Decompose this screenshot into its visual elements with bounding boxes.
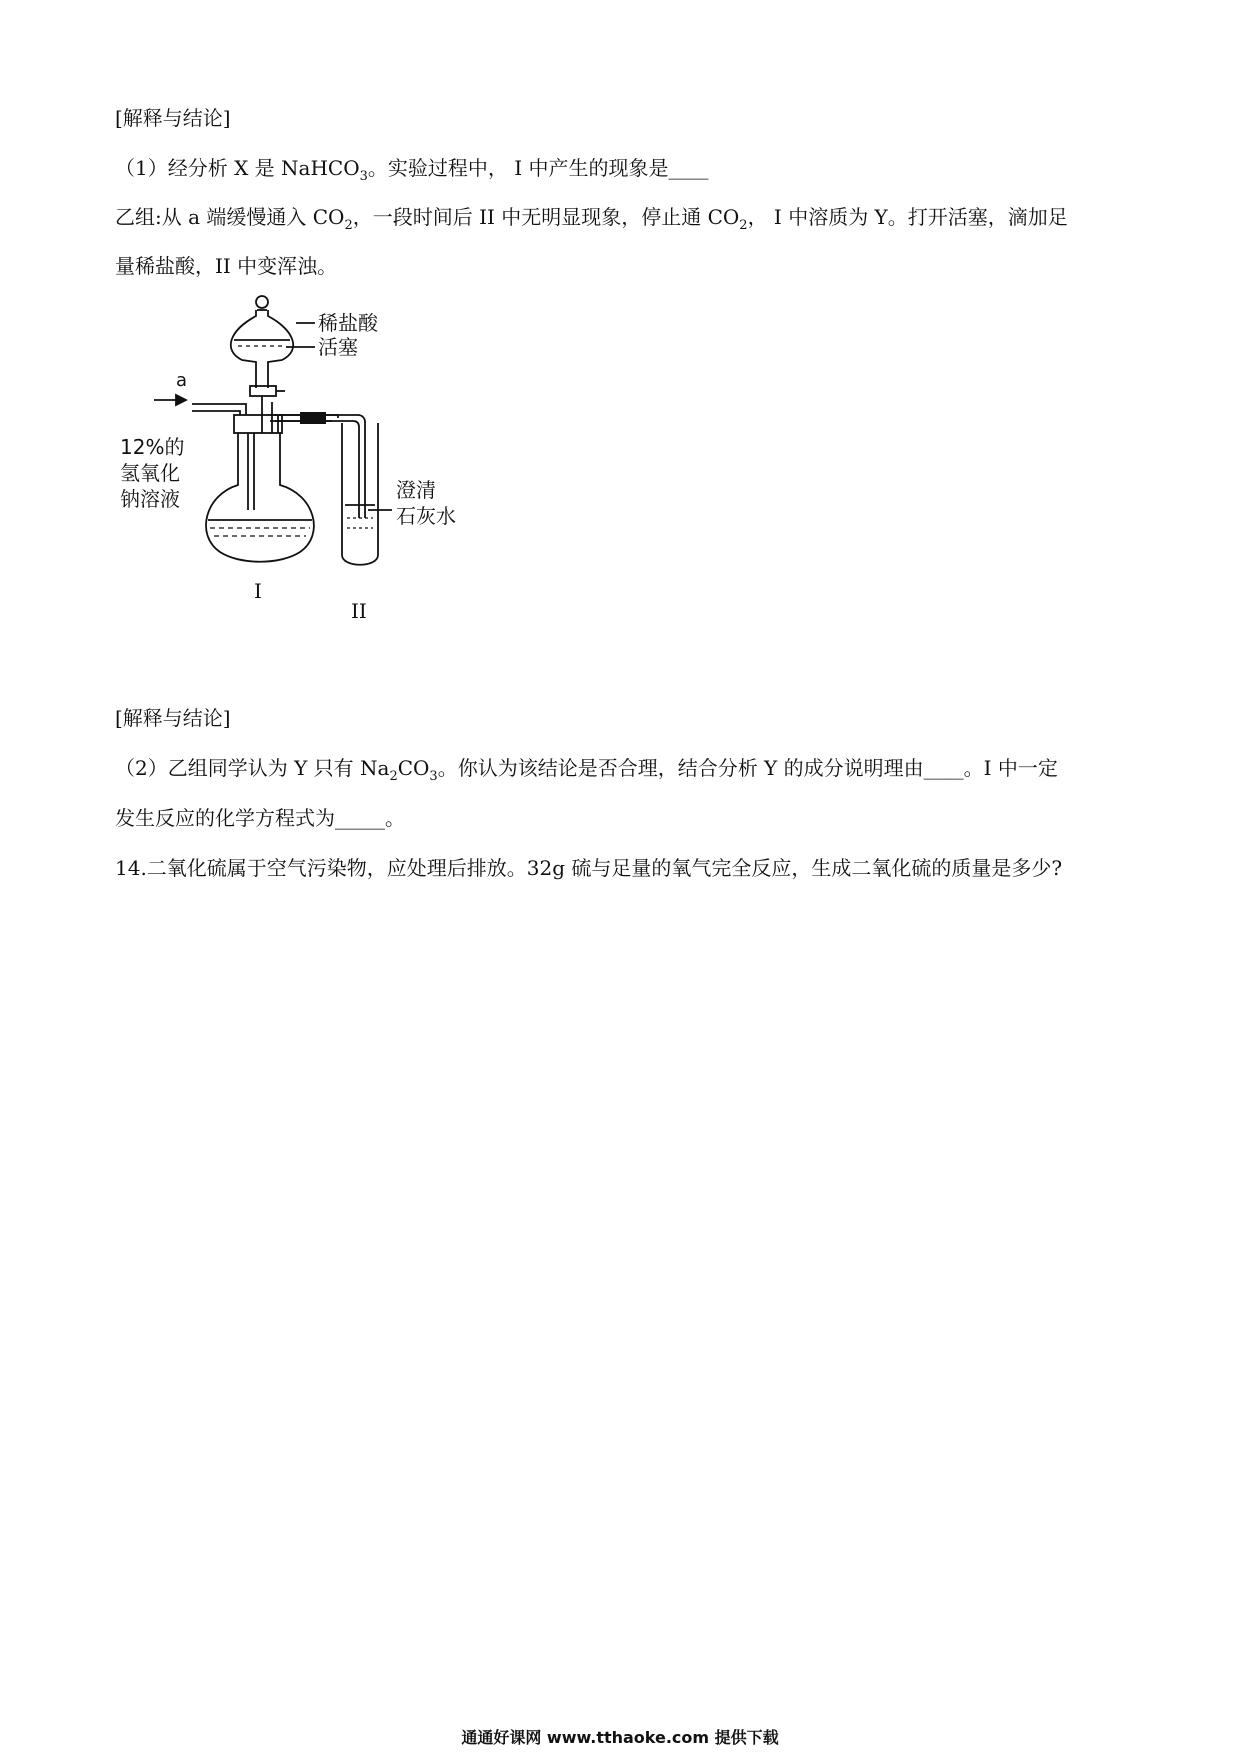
flask-id-label: I <box>254 579 262 603</box>
inlet-tube <box>192 404 246 415</box>
flask-label-line-1: 12%的 <box>120 435 185 459</box>
section-header-1: [解释与结论] <box>115 106 231 130</box>
tube-label-line-1: 澄清 <box>396 478 436 502</box>
question-1: （1）经分析 X 是 NaHCO$_3$。实验过程中， I 中产生的现象是____ <box>115 156 709 184</box>
stopcock <box>250 386 276 396</box>
flask-stopper <box>234 415 282 433</box>
section-header-2: [解释与结论] <box>115 706 231 730</box>
inlet-label: a <box>176 370 188 391</box>
tube-label-line-2: 石灰水 <box>396 504 456 528</box>
question-2-line-2: 发生反应的化学方程式为_____。 <box>115 806 405 830</box>
funnel-label: 稀盐酸 <box>318 311 378 335</box>
group-b-paragraph-line-1: 乙组:从 a 端缓慢通入 $CO_2$，一段时间后 II 中无明显现象，停止通 $CO_2$， I 中溶质为 Y。打开活塞，滴加足 <box>115 205 1068 233</box>
stopcock-label: 活塞 <box>318 335 358 359</box>
flask-label-line-3: 钠溶液 <box>120 487 180 511</box>
funnel-stopper <box>256 296 268 308</box>
round-flask <box>206 433 314 562</box>
test-tube <box>342 423 378 565</box>
tube-id-label: II <box>351 599 367 623</box>
group-b-paragraph-line-2: 量稀盐酸，II 中变浑浊。 <box>115 254 338 278</box>
question-2-line-1: （2）乙组同学认为 Y 只有 $Na_2CO_3$。你认为该结论是否合理，结合分析 Y 的成分说明理由____。I 中一定 <box>115 756 1058 784</box>
flask-label-line-2: 氢氧化 <box>120 461 180 485</box>
separatory-funnel <box>231 310 293 388</box>
rubber-connector <box>300 412 326 424</box>
apparatus-diagram <box>110 290 470 635</box>
connecting-tube <box>270 415 365 518</box>
footer-source: 通通好课网 www.tthaoke.com 提供下载 <box>461 1728 779 1747</box>
question-14: 14.二氧化硫属于空气污染物，应处理后排放。32g 硫与足量的氧气完全反应，生成二氧化硫的质量是多少? <box>115 856 1063 880</box>
